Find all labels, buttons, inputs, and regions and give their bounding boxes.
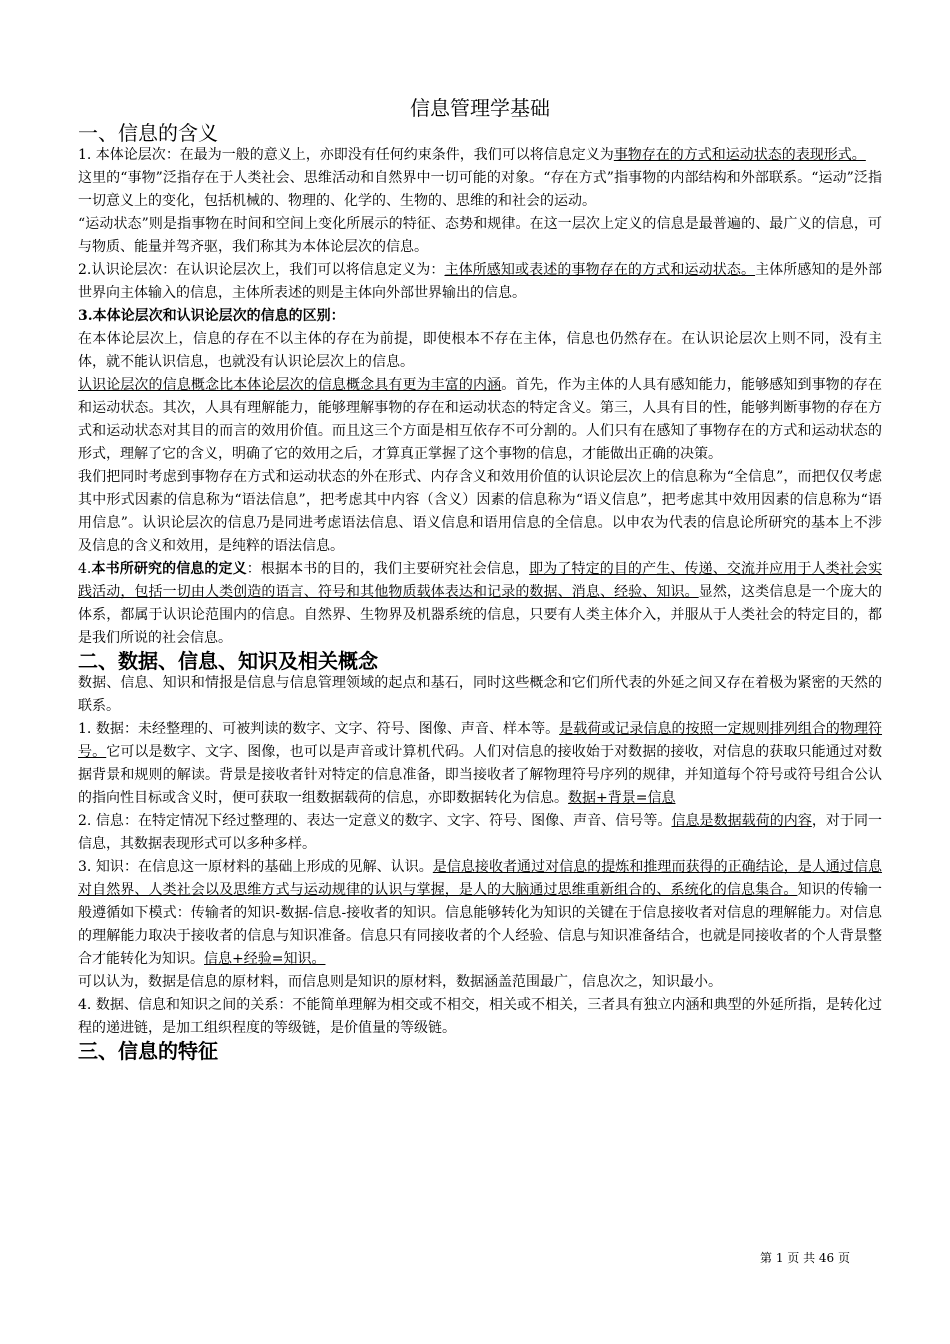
paragraph-text: ：根据本书的目的，我们主要研究社会信息， <box>246 561 530 577</box>
underlined-definition: 信息是数据载荷的内容 <box>671 813 812 829</box>
paragraph-label: 1. 数据 <box>78 721 124 737</box>
page-title: 信息管理学基础 <box>410 96 550 120</box>
underlined-definition: 是信息接收者通过对信息的提炼和推理而获得的正确结论，是人通过信息对自然界、人类社会以及思维方式与运动规律的认识与掌握，是人的大脑通过思维重新组合的、系统化的信息集合。 <box>78 859 883 898</box>
paragraph-text: 知识的传输一般遵循如下模式：传输者的知识-数据-信息-接收者的知识。信息能够转化为知识的关键在于信息接收者对信息的理解能力。对信息的理解能力取决于接收者的信息与知识准备。信息只有同接收者的个人经验、信息与知识准备结合，也就是同接收者的个人背景整合才能转化为知识。 <box>78 882 883 967</box>
paragraph-text: 主体所感知的是外部世界向主体输入的信息，主体所表述的则是主体向外部世界输出的信息。 <box>78 262 883 301</box>
paragraph <box>78 259 882 305</box>
section-heading-1: 一、信息的含义 <box>78 121 218 145</box>
underlined-definition: 事物存在的方式和运动状态的表现形式。 <box>613 147 866 163</box>
paragraph-text: ：在特定情况下经过整理的、表达一定意义的数字、文字、符号、图像、声音、信号等。 <box>123 813 672 829</box>
paragraph <box>78 856 882 971</box>
underlined-text: 认识论层次的信息概念比本体论层次的信息概念具有更为丰富的内涵 <box>78 377 502 393</box>
paragraph <box>78 994 882 1040</box>
paragraph-label: 3. 知识 <box>78 859 124 875</box>
paragraph-text: 它可以是数字、文字、图像，也可以是声音或计算机代码。人们对信息的接收始于对数据的接收，对信息的获取只能通过对数据背景和规则的解读。背景是接收者针对特定的信息准备，即当接收者了解物理符号序列的规律，并知道每个符号或符号组合公认的指向性目标或含义时，便可获取一组数据载荷的信息，亦即数据转化为信息。 <box>78 744 883 806</box>
paragraph <box>78 374 882 466</box>
paragraph: 在本体论层次上，信息的存在不以主体的存在为前提，即使根本不存在主体，信息也仍然存在。在认识论层次上则不同，没有主体，就不能认识信息，也就没有认识论层次上的信息。 <box>78 331 882 370</box>
paragraph-text: ：在信息这一原材料的基础上形成的见解、认识。 <box>123 859 433 875</box>
paragraph-label: 4. <box>78 561 92 577</box>
underlined-definition: 即为了特定的目的产生、传递、交流并应用于人类社会实践活动，包括一切由人类创造的语言、符号和其他物质载体表达和记录的数据、消息、经验、知识。 <box>78 561 883 600</box>
paragraph: 可以认为，数据是信息的原材料，而信息则是知识的原材料，数据涵盖范围最广，信息次之，知识最小。 <box>78 974 722 990</box>
underlined-definition: 是载荷或记录信息的按照一定规则排列组合的物理符号。 <box>78 721 883 760</box>
paragraph <box>78 144 882 167</box>
document-body <box>78 96 882 1062</box>
paragraph-label: 4. 数据、信息和知识之间的关系 <box>78 997 279 1013</box>
paragraph <box>78 558 882 650</box>
section-heading-2: 二、数据、信息、知识及相关概念 <box>78 649 378 673</box>
paragraph-text: ：在最为一般的意义上，亦即没有任何约束条件，我们可以将信息定义为 <box>165 147 614 163</box>
paragraph-text: ：在认识论层次上，我们可以将信息定义为： <box>162 262 445 278</box>
paragraph <box>78 810 882 856</box>
formula-text: 数据+背景=信息 <box>568 790 676 806</box>
paragraph-text: 。首先，作为主体的人具有感知能力，能够感知到事物的存在和运动状态。其次，人具有理解能力，能够理解事物的存在和运动状态的特定含义。第三，人具有目的性，能够判断事物的存在方式和运动状态对其目的而言的效用价值。而且这三个方面是相互依存不可分割的。人们只有在感知了事物存在的方式和运动状态的形式，理解了它的含义，明确了它的效用之后，才算真正掌握了这个事物的信息，才能做出正确的决策。 <box>78 377 883 462</box>
paragraph: 数据、信息、知识和情报是信息与信息管理领域的起点和基石，同时这些概念和它们所代表的外延之间又存在着极为紧密的天然的联系。 <box>78 675 882 714</box>
bold-label: 本书所研究的信息的定义 <box>91 561 247 577</box>
paragraph <box>78 718 882 810</box>
paragraph-label: 2.认识论层次 <box>78 262 163 278</box>
paragraph-text: ：未经整理的、可被判读的数字、文字、符号、图像、声音、样本等。 <box>123 721 560 737</box>
paragraph-label: 2. 信息 <box>78 813 124 829</box>
paragraph-text: ，对于同一信息，其数据表现形式可以多种多样。 <box>78 813 883 852</box>
section-heading-3: 三、信息的特征 <box>78 1039 218 1063</box>
page-footer: 第 1 页 共 46 页 <box>760 1251 850 1265</box>
bold-subheading: 3.本体论层次和认识论层次的信息的区别： <box>78 308 345 324</box>
formula-text: 信息+经验=知识。 <box>204 951 326 967</box>
underlined-definition: 主体所感知或表述的事物存在的方式和运动状态。 <box>444 262 756 278</box>
paragraph: 我们把同时考虑到事物存在方式和运动状态的外在形式、内存含义和效用价值的认识论层次上的信息称为“全信息”，而把仅仅考虑其中形式因素的信息称为“语法信息”，把考虑其中内容（含义）因素的信息称为“语义信息”，把考虑其中效用因素的信息称为“语用信息”。认识论层次的信息乃是同进考虑语法信息、语义信息和语用信息的全信息。以申农为代表的信息论所研究的基本上不涉及信息的含义和效用，是纯粹的语法信息。 <box>78 469 882 554</box>
paragraph-text: ：不能简单理解为相交或不相交，相关或不相关，三者具有独立内涵和典型的外延所指，是转化过程的递进链，是加工组织程度的等级链，是价值量的等级链。 <box>78 997 882 1036</box>
paragraph: “运动状态”则是指事物在时间和空间上变化所展示的特征、态势和规律。在这一层次上定义的信息是最普遍的、最广义的信息，可与物质、能量并驾齐驱，我们称其为本体论层次的信息。 <box>78 216 882 255</box>
paragraph-label: 1. 本体论层次 <box>78 147 166 163</box>
paragraph-text: 显然，这类信息是一个庞大的体系，都属于认识论范围内的信息。自然界、生物界及机器系统的信息，只要有人类主体介入，并服从于人类社会的特定目的，都是我们所说的社会信息。 <box>78 584 883 646</box>
paragraph: 这里的“事物”泛指存在于人类社会、思维活动和自然界中一切可能的对象。“存在方式”指事物的内部结构和外部联系。“运动”泛指一切意义上的变化，包括机械的、物理的、化学的、生物的、思维的和社会的运动。 <box>78 170 882 209</box>
